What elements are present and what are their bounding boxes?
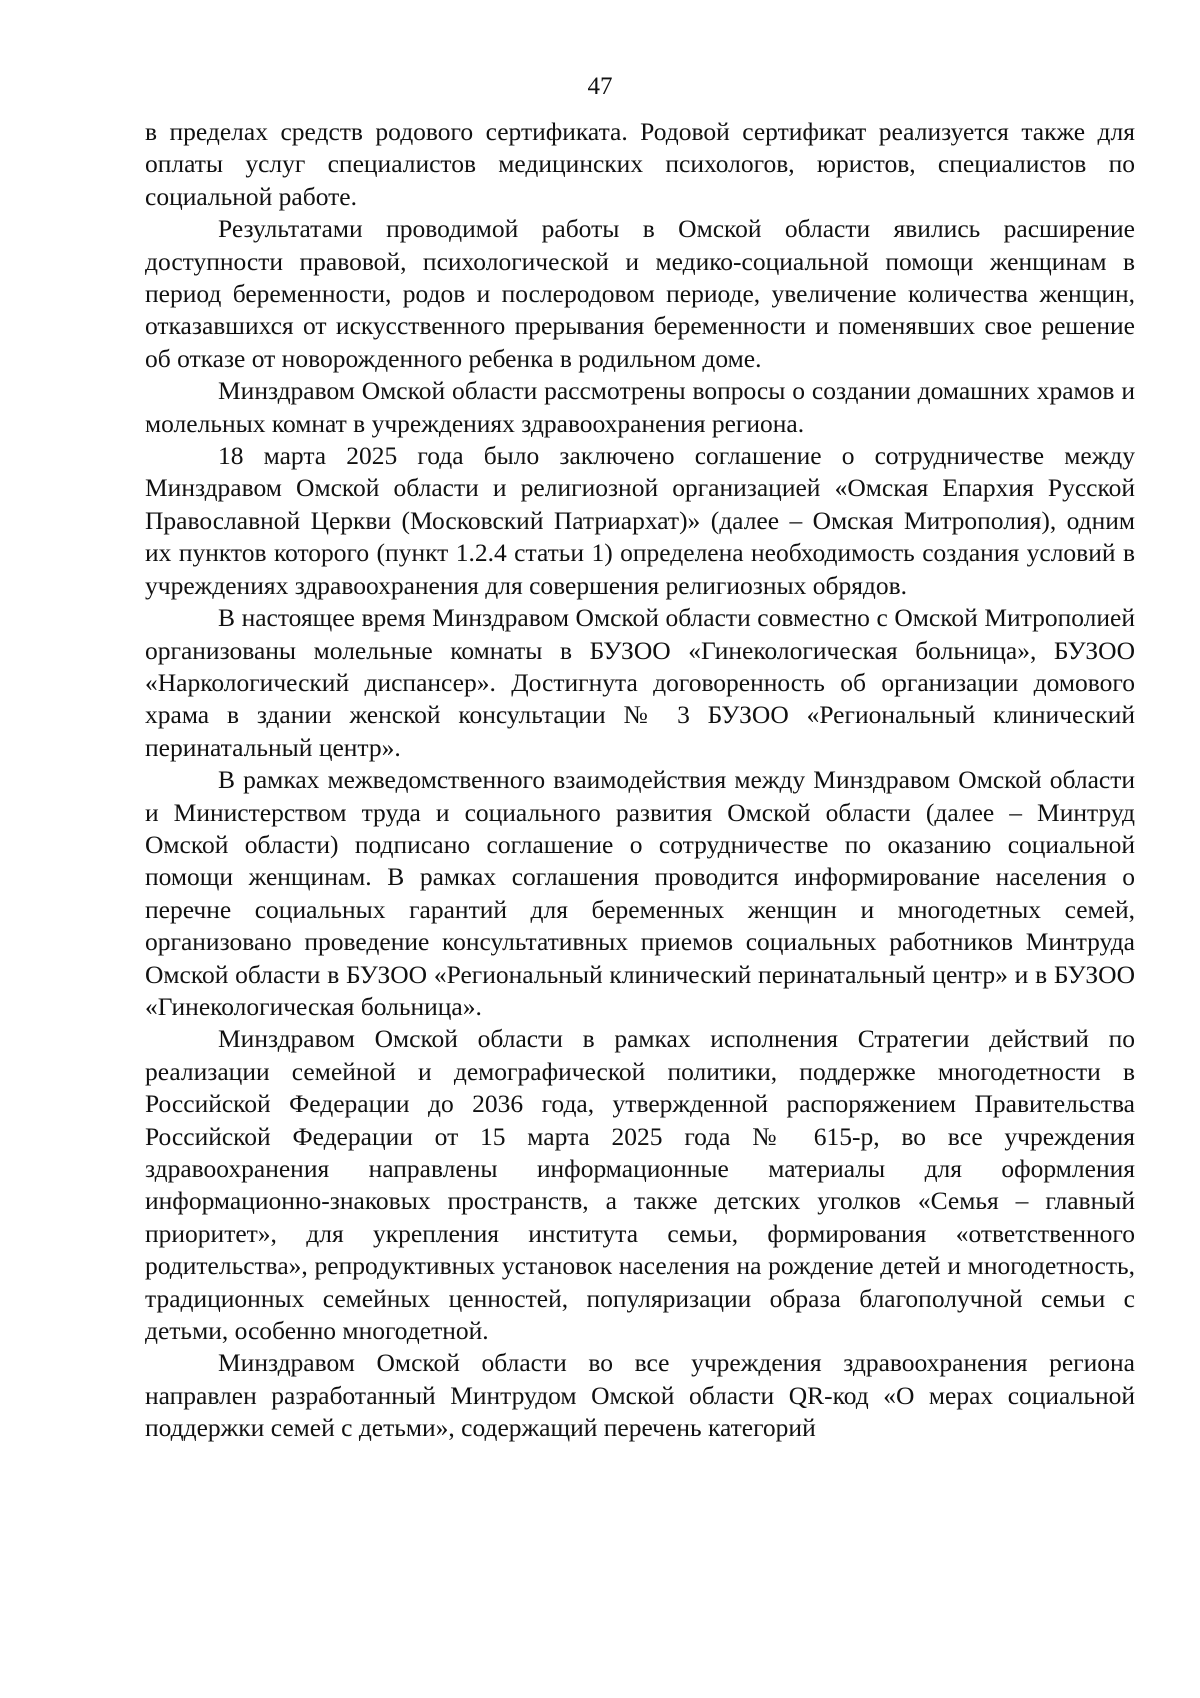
paragraph-8: Минздравом Омской области во все учреждения здравоохранения региона направлен разработанный Минтрудом Омской области QR-код «О мерах социальной поддержки семей с детьми», содержащий перечень категорий: [145, 1348, 1135, 1443]
paragraph-4: 18 марта 2025 года было заключено соглашение о сотрудничестве между Минздравом Омской области и религиозной организацией «Омская Епархия Русской Православной Церкви (Московский Патриархат)» (далее – Омская Митрополия), одним их пунктов которого (пункт 1.2.4 статьи 1) определена необходимость создания условий в учреждениях здравоохранения для совершения религиозных обрядов.: [145, 441, 1135, 600]
document-body: [145, 116, 1135, 1445]
paragraph-7: Минздравом Омской области в рамках исполнения Стратегии действий по реализации семейной и демографической политики, поддержке многодетности в Российской Федерации до 2036 года, утвержденной распоряжением Правительства Российской Федерации от 15 марта 2025 года № 615-р, во все учреждения здравоохранения направлены информационные материалы для оформления информационно-знаковых пространств, а также детских уголков «Семья – главный приоритет», для укрепления института семьи, формирования «ответственного родительства», репродуктивных установок населения на рождение детей и многодетность, традиционных семейных ценностей, популяризации образа благополучной семьи с детьми, особенно многодетной.: [145, 1024, 1135, 1346]
page-number: 47: [587, 73, 613, 100]
paragraph-5: В настоящее время Минздравом Омской области совместно с Омской Митрополией организованы молельные комнаты в БУЗОО «Гинекологическая больница», БУЗОО «Наркологический диспансер». Достигнута договоренность об организации домового храма в здании женской консультации № 3 БУЗОО «Региональный клинический перинатальный центр».: [145, 603, 1135, 762]
paragraph-2: Результатами проводимой работы в Омской области явились расширение доступности правовой, психологической и медико-социальной помощи женщинам в период беременности, родов и послеродовом периоде, увеличение количества женщин, отказавшихся от искусственного прерывания беременности и поменявших свое решение об отказе от новорожденного ребенка в родильном доме.: [145, 214, 1135, 373]
paragraph-1: в пределах средств родового сертификата. Родовой сертификат реализуется также для оплаты услуг специалистов медицинских психологов, юристов, специалистов по социальной работе.: [145, 117, 1135, 211]
paragraph-6: В рамках межведомственного взаимодействия между Минздравом Омской области и Министерством труда и социального развития Омской области (далее – Минтруд Омской области) подписано соглашение о сотрудничестве по оказанию социальной помощи женщинам. В рамках соглашения проводится информирование населения о перечне социальных гарантий для беременных женщин и многодетных семей, организовано проведение консультативных приемов социальных работников Минтруда Омской области в БУЗОО «Региональный клинический перинатальный центр» и в БУЗОО «Гинекологическая больница».: [145, 765, 1135, 1021]
paragraph-3: Минздравом Омской области рассмотрены вопросы о создании домашних храмов и молельных комнат в учреждениях здравоохранения региона.: [145, 376, 1135, 438]
